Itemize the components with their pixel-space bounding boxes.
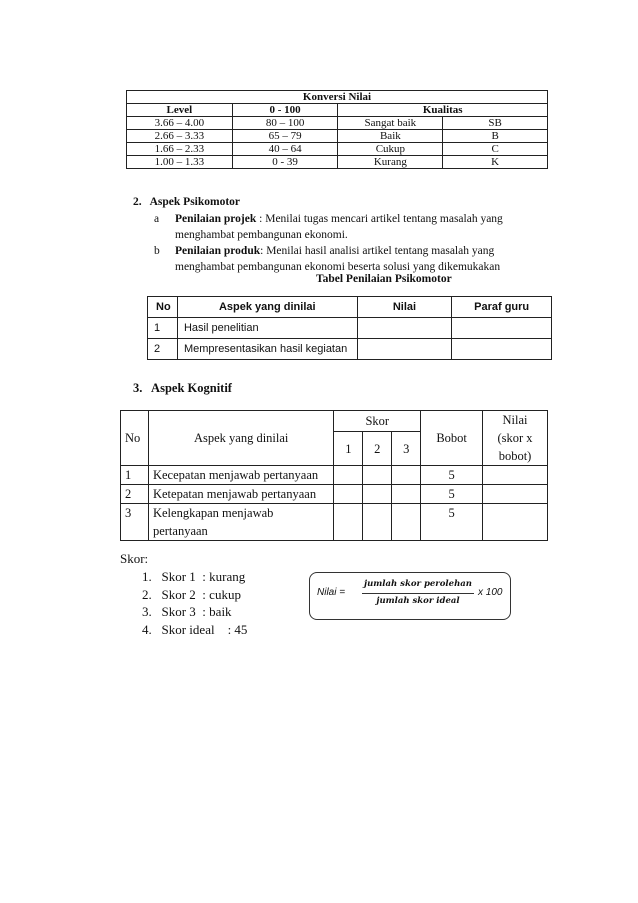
header-paraf: Paraf guru	[452, 297, 552, 318]
skor-item-2: 2. Skor 2 : cukup	[142, 587, 241, 602]
cell: Ketepatan menjawab pertanyaan	[148, 485, 333, 504]
cell: Kurang	[338, 156, 443, 169]
skor-item-4: 4. Skor ideal : 45	[142, 622, 248, 637]
table-row	[127, 156, 548, 169]
cell: Cukup	[338, 143, 443, 156]
cell-empty	[392, 466, 421, 485]
table-row	[121, 504, 548, 541]
psikomotor-table	[147, 296, 552, 360]
psikomotor-item-b-line2: menghambat pembangunan ekonomi beserta solusi yang dikemukakan	[175, 261, 501, 273]
header-skor-2: 2	[363, 432, 392, 466]
psikomotor-heading: 2. Aspek Psikomotor	[133, 196, 241, 208]
item-text: Menilai hasil analisi artikel tentang masalah yang	[266, 245, 495, 257]
header-range: 0 - 100	[232, 104, 338, 117]
item-term: Penilaian produk	[175, 245, 261, 257]
cell: 1	[148, 318, 178, 339]
item-text: Menilai tugas mencari artikel tentang masalah yang	[265, 213, 503, 225]
cell-empty	[452, 339, 552, 360]
psikomotor-item-b	[175, 243, 494, 259]
header-bobot: Bobot	[421, 411, 483, 466]
formula-fraction-bar	[362, 593, 474, 594]
kognitif-table	[120, 410, 548, 541]
cell-empty	[392, 504, 421, 541]
cell-empty	[334, 504, 363, 541]
formula-rhs: x 100	[478, 587, 503, 598]
cell: B	[443, 130, 548, 143]
header-level: Level	[127, 104, 233, 117]
cell: 80 – 100	[232, 117, 338, 130]
cell: 1.00 – 1.33	[127, 156, 233, 169]
cell-empty	[483, 504, 548, 541]
cell: Hasil penelitian	[177, 318, 357, 339]
cell: 1	[121, 466, 149, 485]
psikomotor-item-a-marker: a	[154, 213, 160, 225]
table-row	[121, 485, 548, 504]
cell: 2	[148, 339, 178, 360]
header-nilai-line2: (skor x	[497, 431, 533, 445]
cell-line1: Kelengkapan menjawab	[152, 506, 274, 520]
formula-box	[309, 572, 511, 620]
cell: 65 – 79	[232, 130, 338, 143]
cell-empty	[357, 339, 452, 360]
cell: 3.66 – 4.00	[127, 117, 233, 130]
formula-lhs: Nilai =	[317, 587, 346, 598]
item-sep: :	[256, 213, 266, 225]
cell-empty	[363, 485, 392, 504]
table-row	[127, 117, 548, 130]
cell	[148, 504, 333, 541]
cell-empty	[334, 485, 363, 504]
cell: Mempresentasikan hasil kegiatan	[177, 339, 357, 360]
cell: 40 – 64	[232, 143, 338, 156]
skor-label: Skor:	[120, 551, 149, 566]
header-nilai-line1: Nilai	[502, 413, 528, 427]
psikomotor-table-title: Tabel Penilaian Psikomotor	[316, 273, 452, 285]
cell-empty	[392, 485, 421, 504]
cell: 1.66 – 2.33	[127, 143, 233, 156]
header-nilai: Nilai	[357, 297, 452, 318]
item-term: Penilaian projek	[175, 213, 257, 225]
cell: Kecepatan menjawab pertanyaan	[148, 466, 333, 485]
cell-empty	[452, 318, 552, 339]
header-kualitas: Kualitas	[338, 104, 548, 117]
psikomotor-item-a	[175, 211, 503, 227]
header-skor-1: 1	[334, 432, 363, 466]
header-skor-3: 3	[392, 432, 421, 466]
cell: K	[443, 156, 548, 169]
cell-empty	[357, 318, 452, 339]
formula-denominator: jumlah skor ideal	[376, 596, 460, 606]
header-no: No	[121, 411, 149, 466]
header-aspek: Aspek yang dinilai	[177, 297, 357, 318]
skor-item-1: 1. Skor 1 : kurang	[142, 569, 246, 584]
cell-line2: pertanyaan	[152, 524, 208, 538]
item-sep: :	[260, 245, 267, 257]
cell: 2.66 – 3.33	[127, 130, 233, 143]
cell: 2	[121, 485, 149, 504]
skor-item-3: 3. Skor 3 : baik	[142, 604, 232, 619]
header-no: No	[148, 297, 178, 318]
table-row	[127, 143, 548, 156]
header-nilai	[483, 411, 548, 466]
table-row	[148, 318, 552, 339]
formula-numerator: jumlah skor perolehan	[364, 579, 472, 589]
table-row	[148, 339, 552, 360]
header-nilai-line3: bobot)	[498, 449, 532, 463]
cell-empty	[363, 504, 392, 541]
cell: 0 - 39	[232, 156, 338, 169]
cell: 3	[121, 504, 149, 541]
konversi-nilai-table	[126, 90, 548, 169]
cell: C	[443, 143, 548, 156]
cell-empty	[334, 466, 363, 485]
cell: 5	[421, 504, 483, 541]
cell-empty	[483, 485, 548, 504]
table-row	[121, 466, 548, 485]
header-aspek: Aspek yang dinilai	[148, 411, 333, 466]
cell: SB	[443, 117, 548, 130]
psikomotor-item-a-line2: menghambat pembangunan ekonomi.	[175, 229, 348, 241]
cell: Sangat baik	[338, 117, 443, 130]
kognitif-heading: 3. Aspek Kognitif	[133, 381, 232, 395]
cell-empty	[363, 466, 392, 485]
psikomotor-item-b-marker: b	[154, 245, 160, 257]
cell: Baik	[338, 130, 443, 143]
cell: 5	[421, 485, 483, 504]
table-row	[127, 130, 548, 143]
cell-empty	[483, 466, 548, 485]
konversi-title: Konversi Nilai	[127, 91, 548, 104]
header-skor: Skor	[334, 411, 421, 432]
cell: 5	[421, 466, 483, 485]
